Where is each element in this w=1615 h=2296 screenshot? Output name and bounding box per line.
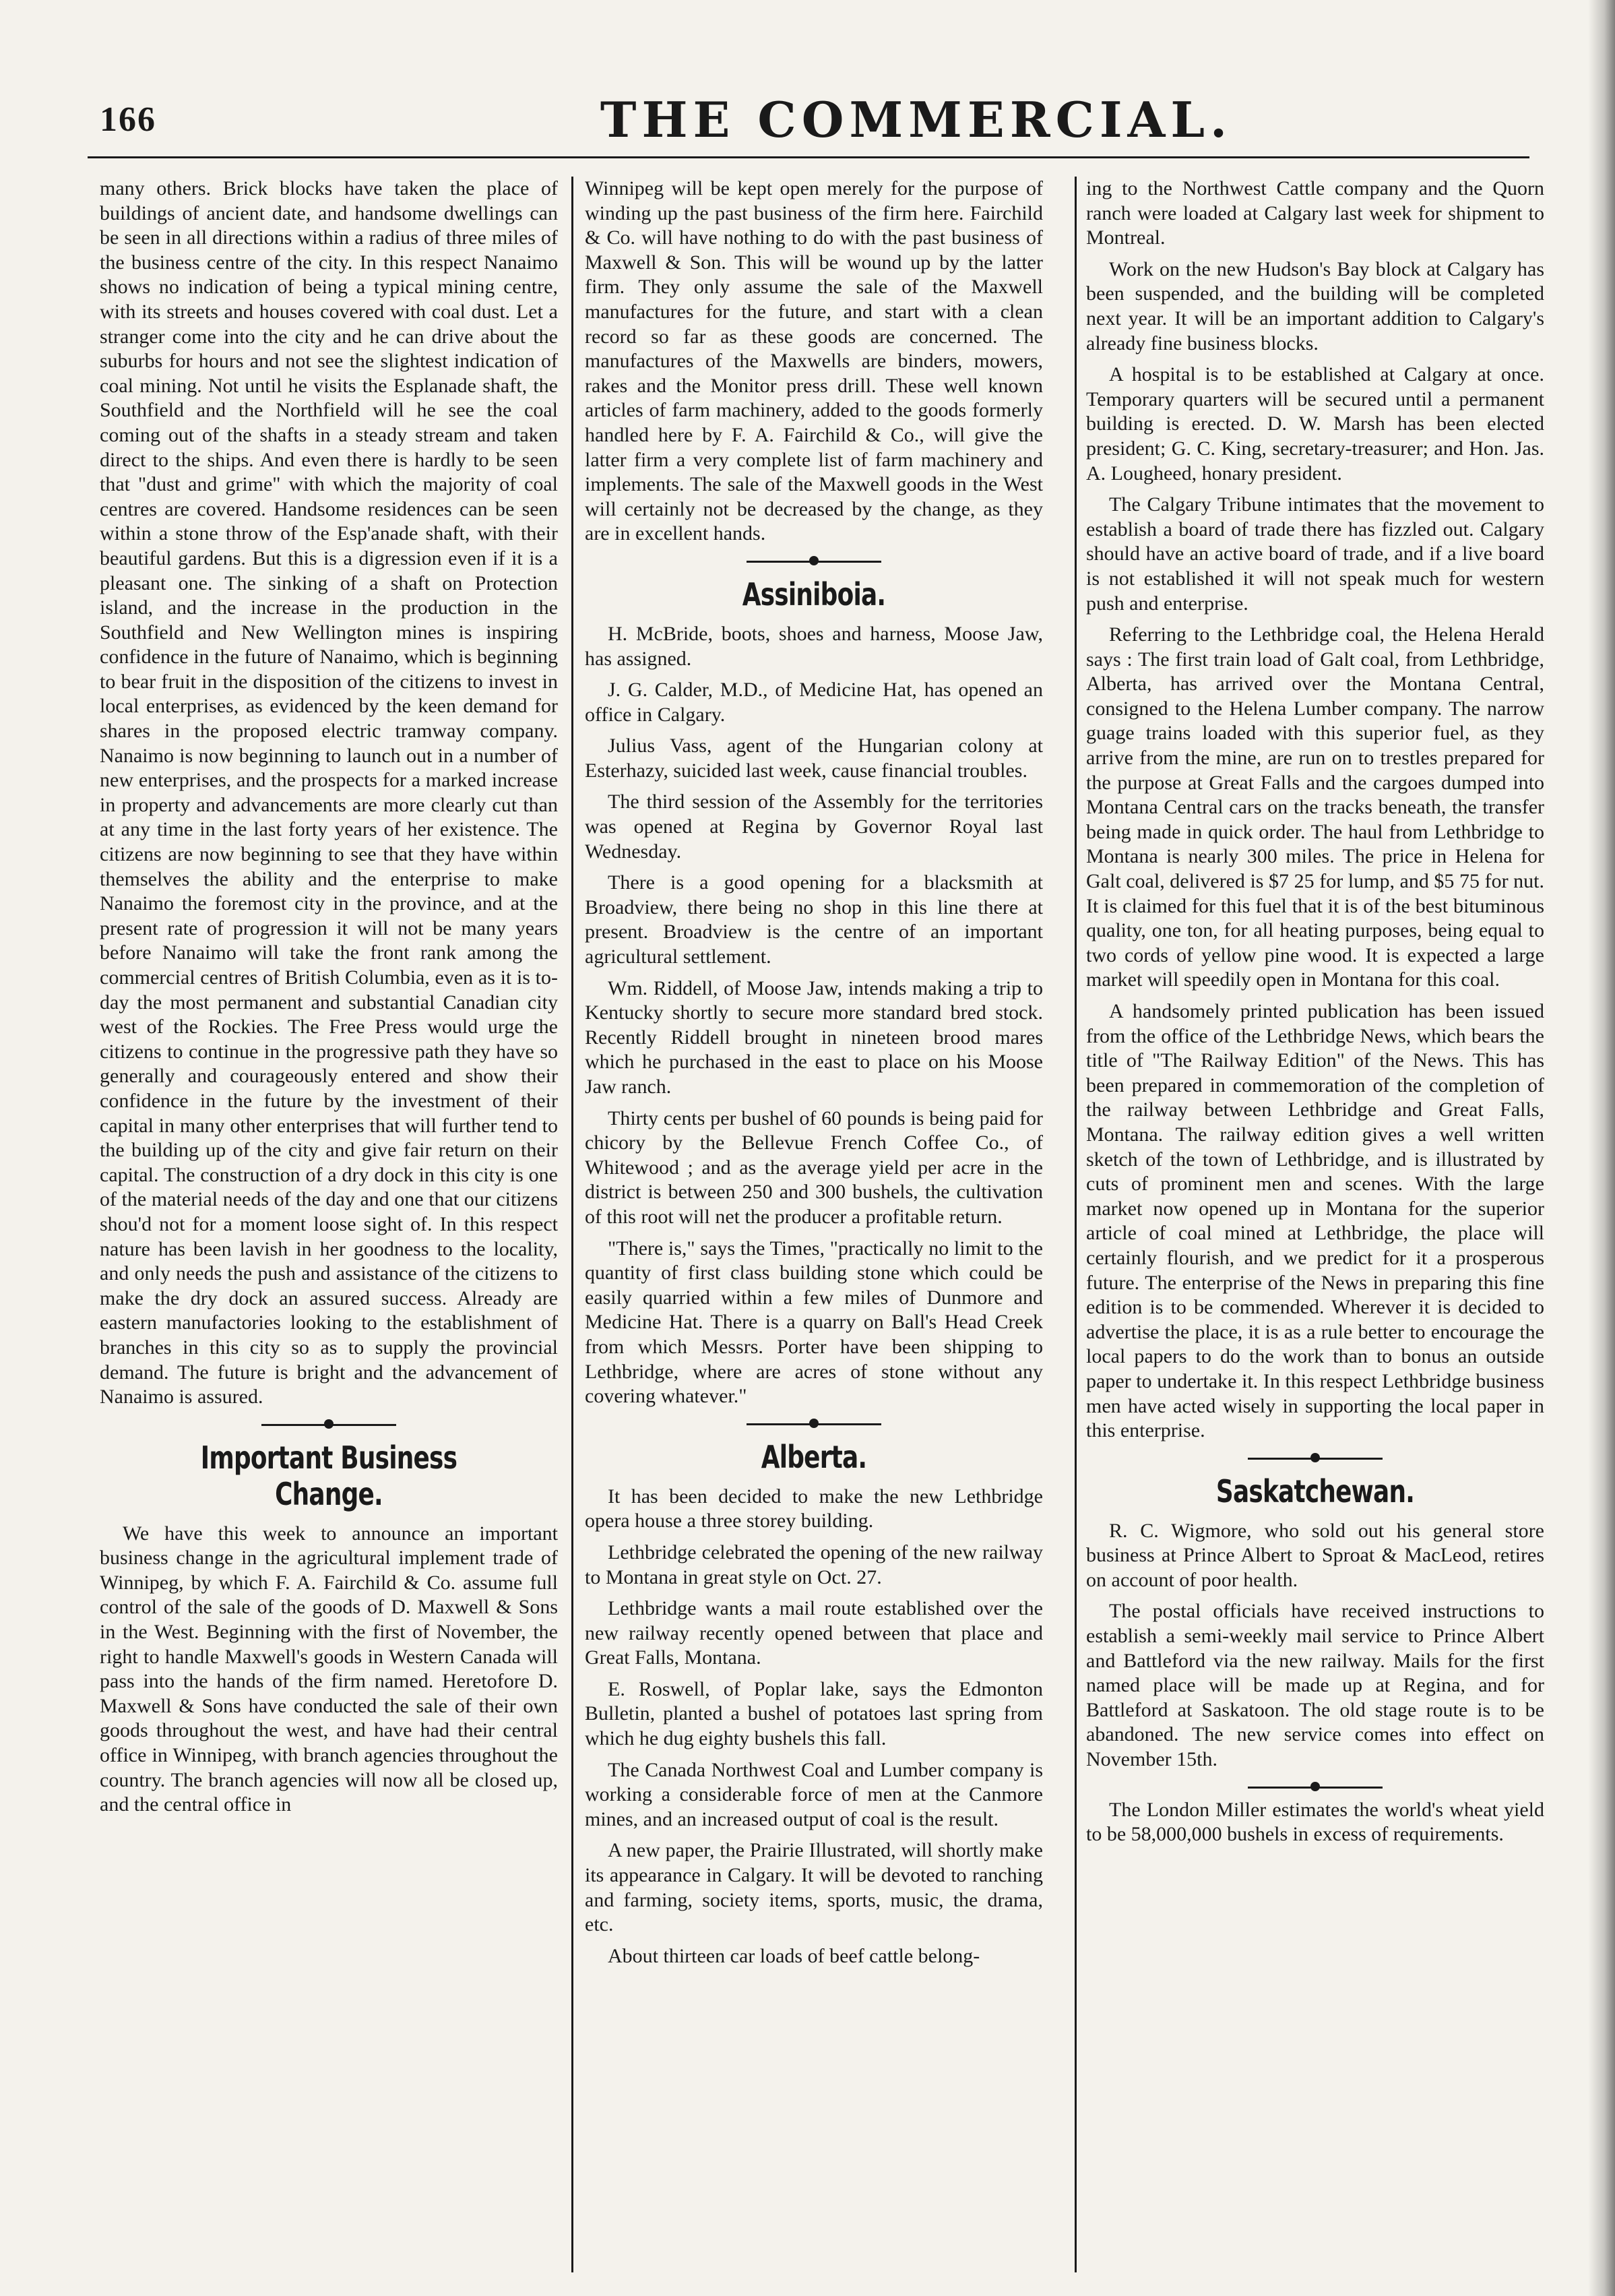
divider-dot (324, 1419, 334, 1429)
article-paragraph: ing to the Northwest Cattle company and the Quorn ranch were loaded at Calgary last week for shipment to Montreal. (1086, 177, 1544, 249)
article-paragraph: H. McBride, boots, shoes and harness, Moose Jaw, has assigned. (585, 622, 1043, 670)
article-paragraph: Julius Vass, agent of the Hungarian colony at Esterhazy, suicided last week, cause financial troubles. (585, 735, 1043, 782)
divider-dot (1310, 1782, 1320, 1791)
article-paragraph: Lethbridge wants a mail route established over the new railway recently opened between that place and Great Falls, Montana. (585, 1597, 1043, 1669)
article-paragraph: Referring to the Lethbridge coal, the Helena Herald says : The first train load of Galt coal, from Lethbridge, Alberta, has arrived over the Montana Central, consigned to the Helena Lumber company. The narrow guage trains loaded with this superior fuel, as they arrive from the mine, are run on to trestles prepared for the purpose at Great Falls and the cargoes dumped into Montana Central cars on the tracks beneath, the transfer being made in quick order. The haul from Lethbridge to Montana is nearly 300 miles. The price in Helena for Galt coal, delivered is $7 25 for lump, and $5 75 for nut. It is claimed for this fuel that it is of the best bituminous quality, one ton, for all heating purposes, being equal to two cords of yellow pine wood. It is expected a large market will speedily open in Montana for this coal. (1086, 623, 1544, 991)
article-paragraph: The London Miller estimates the world's wheat yield to be 58,000,000 bushels in excess of requirements. (1086, 1798, 1544, 1846)
section-divider (1086, 1782, 1544, 1793)
section-heading: Saskatchewan. (1215, 1472, 1415, 1510)
article-paragraph: Thirty cents per bushel of 60 pounds is being paid for chicory by the Bellevue French Coffee Co., of Whitewood ; and as the average yield per acre in the district is between 250 and 300 bushels, the cultivation of this root will net the producer a profitable return. (585, 1107, 1043, 1228)
header-rule (88, 156, 1529, 158)
section-divider (1086, 1453, 1544, 1464)
article-paragraph: The Canada Northwest Coal and Lumber company is working a considerable force of men at the Canmore mines, and an increased output of coal is the result. (585, 1758, 1043, 1830)
column-3 (1086, 177, 1544, 2272)
scan-edge-shadow (1588, 0, 1615, 2296)
section-divider (100, 1419, 558, 1430)
section-heading: Important Business Change. (200, 1439, 457, 1512)
column-divider-1 (571, 177, 573, 2272)
article-paragraph: A handsomely printed publication has been issued from the office of the Lethbridge News, which bears the title of "The Railway Edition" of the News. This has been prepared in commemoration of the completion of the railway between Lethbridge and Great Falls, Montana. The railway edition gives a well written sketch of the town of Lethbridge, and is illustrated by cuts of prominent men and scenes. With the large market now opened up in Montana for the superior article of coal mined at Lethbridge, the place will certainly flourish, and we predict for it a prosperous future. The enterprise of the News in preparing this fine edition is to be commended. Wherever it is decided to advertise the place, it is as a rule better to encourage the local papers to do the work than to bonus an outside paper to undertake it. In this respect Lethbridge business men have acted wisely in supporting the local paper in this enterprise. (1086, 1000, 1544, 1442)
article-paragraph: "There is," says the Times, "practically no limit to the quantity of first class building stone which could be easily quarried within a few miles of Dunmore and Medicine Hat. There is a quarry on Ball's Head Creek from which Messrs. Porter have been shipping to Lethbridge, where are acres of stone without any covering whatever." (585, 1237, 1043, 1408)
page-number: 166 (100, 100, 156, 139)
article-paragraph: Winnipeg will be kept open merely for the purpose of winding up the past business of the firm here. Fairchild & Co. will have nothing to do with the past business of Maxwell & Son. This will be wound up by the latter firm. They only assume the sale of the Maxwell manufactures for the future, and start with a clean record so far as these goods are concerned. The manufactures of the Maxwells are binders, mowers, rakes and the Monitor press drill. These well known articles of farm machinery, added to the goods formerly handled here by F. A. Fairchild & Co., will give the latter firm a very complete list of farm machinery and implements. The sale of the Maxwell goods in the West will certainly not be decreased by the change, as they are in excellent hands. (585, 177, 1043, 545)
article-paragraph: We have this week to announce an important business change in the agricultural implement trade of Winnipeg, by which F. A. Fairchild & Co. assume full control of the sale of the goods of D. Maxwell & Sons in the West. Beginning with the first of November, the right to handle Maxwell's goods in Western Canada will pass into the hands of the firm named. Heretofore D. Maxwell & Sons have conducted the sale of their own goods throughout the west, and have had their central office in Winnipeg, with branch agencies throughout the country. The branch agencies will now all be closed up, and the central office in (100, 1522, 558, 1816)
article-paragraph: many others. Brick blocks have taken the place of buildings of ancient date, and handsome dwellings can be seen in all directions within a radius of three miles of the business centre of the city. In this respect Nanaimo shows no indication of being a typical mining centre, with its streets and houses covered with coal dust. Let a stranger come into the city and he can drive about the suburbs for hours and not see the slightest indication of coal mining. Not until he visits the Esplanade shaft, the Southfield and the Northfield will he see the coal coming out of the shafts in a steady stream and taken direct to the ships. And even there is hardly to be seen that "dust and grime" with which the majority of coal centres are covered. Handsome residences can be seen within a stone throw of the Esp'anade shaft, with their beautiful gardens. But this is a digression even if it is a pleasant one. The sinking of a shaft on Protection island, and the increase in the production in the Southfield and New Wellington mines is inspiring confidence in the future of Nanaimo, which is beginning to bear fruit in the disposition of the citizens to invest in local enterprises, as evidenced by the keen demand for shares in the proposed electric tramway company. Nanaimo is now beginning to launch out in a number of new enterprises, and the prospects for a marked increase in property and advancements are more clearly cut than at any time in the last forty years of her existence. The citizens are now beginning to see that they have within themselves the ability and the enterprise to make Nanaimo the foremost city in the province, and at the present rate of progression it will not be many years before Nanaimo will take the front rank among the commercial centres of British Columbia, even as it is to-day the most permanent and substantial Canadian city west of the Rockies. The Free Press would urge the citizens to continue in the progressive path they have so generally and courageously entered and show their confidence in the future by the investment of their capital in many other enterprises that will further tend to the building up of the city and give fair return on their capital. The construction of a dry dock in this city is one of the material needs of the day and one that our citizens shou'd not for a moment loose sight of. In this respect nature has been lavish in her goodness to the locality, and only needs the push and assistance of the citizens to make the dry dock an assured success. Already are eastern manufactories looking to the establishment of branches in this city so as to supply the provincial demand. The future is bright and the advancement of Nanaimo is assured. (100, 177, 558, 1408)
masthead-title: THE COMMERCIAL. (600, 91, 1233, 148)
article-paragraph: The Calgary Tribune intimates that the movement to establish a board of trade there has fizzled out. Calgary should have an active board of trade, and if a live board is not established it will not speak much for western push and enterprise. (1086, 493, 1544, 615)
article-paragraph: About thirteen car loads of beef cattle belong- (608, 1944, 980, 1967)
divider-dot (809, 1419, 819, 1428)
article-paragraph: It has been decided to make the new Lethbridge opera house a three storey building. (585, 1485, 1043, 1532)
column-divider-2 (1075, 177, 1077, 2272)
article-paragraph: J. G. Calder, M.D., of Medicine Hat, has opened an office in Calgary. (585, 679, 1043, 726)
article-paragraph: Lethbridge celebrated the opening of the new railway to Montana in great style on Oct. 27. (585, 1541, 1043, 1588)
article-paragraph: Work on the new Hudson's Bay block at Calgary has been suspended, and the building will be completed next year. It will be an important addition to Calgary's already fine business blocks. (1086, 257, 1544, 354)
article-paragraph: The third session of the Assembly for the territories was opened at Regina by Governor Royal last Wednesday. (585, 790, 1043, 863)
divider-dot (809, 556, 819, 565)
article-paragraph: Wm. Riddell, of Moose Jaw, intends making a trip to Kentucky shortly to secure more standard bred stock. Recently Riddell brought in nineteen brood mares which he purchased in the east to place on his Moose Jaw ranch. (585, 976, 1043, 1098)
section-heading: Assiniboia. (742, 576, 886, 613)
section-divider (585, 556, 1043, 567)
article-paragraph: The postal officials have received instructions to establish a semi-weekly mail service to Prince Albert and Battleford via the new railway. Mails for the first named place will be made up at Regina, and for Battleford at Saskatoon. The old stage route is to be abandoned. The new service comes into effect on November 15th. (1086, 1600, 1544, 1771)
article-paragraph: E. Roswell, of Poplar lake, says the Edmonton Bulletin, planted a bushel of potatoes last spring from which he dug eighty bushels this fall. (585, 1677, 1043, 1750)
article-paragraph: A new paper, the Prairie Illustrated, will shortly make its appearance in Calgary. It will be devoted to ranching and farming, society items, sports, music, the drama, etc. (585, 1839, 1043, 1936)
section-divider (585, 1419, 1043, 1429)
column-1 (100, 177, 558, 2272)
article-paragraph: A hospital is to be established at Calgary at once. Temporary quarters will be secured until a permanent building is erected. D. W. Marsh has been elected president; G. C. King, secretary-treasurer; and Hon. Jas. A. Lougheed, honary president. (1086, 363, 1544, 485)
article-paragraph: There is a good opening for a blacksmith at Broadview, there being no shop in this line there at present. Broadview is the centre of an important agricultural settlement. (585, 871, 1043, 968)
article-paragraph: R. C. Wigmore, who sold out his general store business at Prince Albert to Sproat & MacLeod, retires on account of poor health. (1086, 1519, 1544, 1591)
column-2 (585, 177, 1043, 2272)
section-heading: Alberta. (761, 1438, 867, 1475)
divider-dot (1310, 1453, 1320, 1462)
